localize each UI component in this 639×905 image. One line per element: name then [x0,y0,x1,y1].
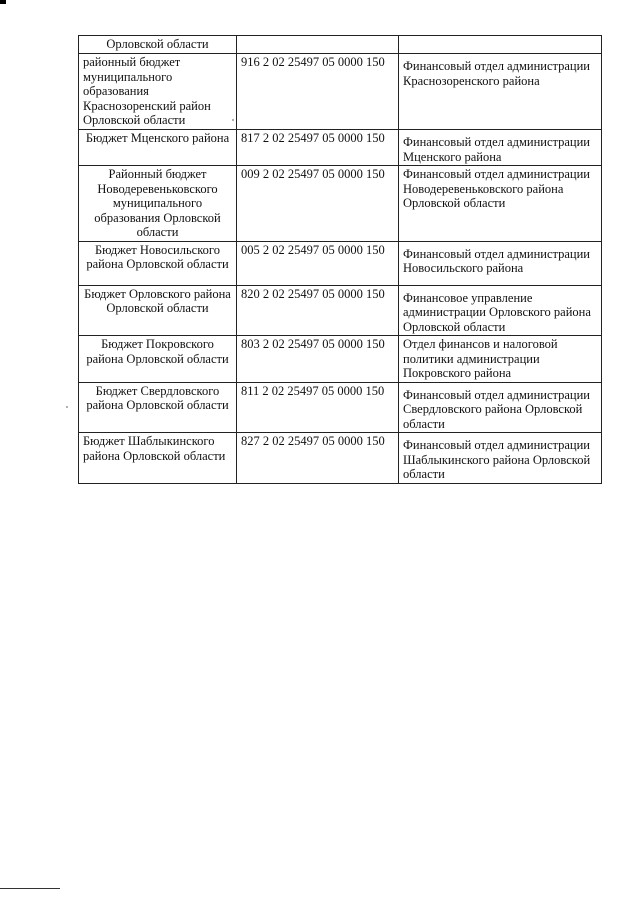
table-row [79,36,602,54]
administrator-text: Финансовый отдел администрации Свердловского района Орловской области [403,387,590,431]
budget-name-cell: районный бюджет муниципального образования Краснозоренский район Орловской области [79,54,237,130]
budget-name-cell: Орловской области [79,36,237,54]
scan-speck [66,406,68,408]
revenue-code-cell: 803 2 02 25497 05 0000 150 [237,336,399,383]
budget-name-cell: Бюджет Орловского района Орловской области [79,285,237,336]
budget-name-cell: Бюджет Мценского района [79,130,237,166]
table-row [79,336,602,383]
administrator-cell [399,241,602,285]
scan-edge-line [0,888,60,889]
budget-name-cell: Бюджет Свердловского района Орловской области [79,382,237,433]
table-row [79,54,602,130]
administrator-cell [399,285,602,336]
table-row [79,166,602,242]
budget-name-cell: Бюджет Шаблыкинского района Орловской области [79,433,237,484]
administrator-text: Финансовый отдел администрации Шаблыкинского района Орловской области [403,438,591,481]
table-row [79,433,602,484]
revenue-code-cell: 916 2 02 25497 05 0000 150 [237,54,399,130]
revenue-code-cell: 817 2 02 25497 05 0000 150 [237,130,399,166]
budget-name-cell: Районный бюджет Новодеревеньковского муниципального образования Орловской области [79,166,237,242]
administrator-cell [399,130,602,166]
administrator-cell: Финансовый отдел администрации Новодеревеньковского района Орловской области [399,166,602,242]
revenue-code-cell: 827 2 02 25497 05 0000 150 [237,433,399,484]
administrator-cell [399,382,602,433]
administrator-text: Финансовое управление администрации Орловского района Орловской области [403,290,591,334]
revenue-code-cell: 005 2 02 25497 05 0000 150 [237,241,399,285]
budget-name-cell: Бюджет Новосильского района Орловской области [79,241,237,285]
administrator-text: Финансовый отдел администрации Краснозоренского района [403,59,590,88]
budget-table [78,35,602,484]
table-row [79,382,602,433]
administrator-text: Финансовый отдел администрации Новосильского района [403,246,590,275]
revenue-code-cell: 820 2 02 25497 05 0000 150 [237,285,399,336]
table-row [79,241,602,285]
revenue-code-cell [237,36,399,54]
administrator-cell [399,54,602,130]
budget-name-cell: Бюджет Покровского района Орловской области [79,336,237,383]
administrator-cell [399,36,602,54]
table-row [79,285,602,336]
administrator-cell: Отдел финансов и налоговой политики администрации Покровского района [399,336,602,383]
table-row [79,130,602,166]
administrator-text: Финансовый отдел администрации Мценского района [403,135,590,164]
administrator-cell [399,433,602,484]
scan-corner-mark [0,0,6,4]
revenue-code-cell: 009 2 02 25497 05 0000 150 [237,166,399,242]
revenue-code-cell: 811 2 02 25497 05 0000 150 [237,382,399,433]
